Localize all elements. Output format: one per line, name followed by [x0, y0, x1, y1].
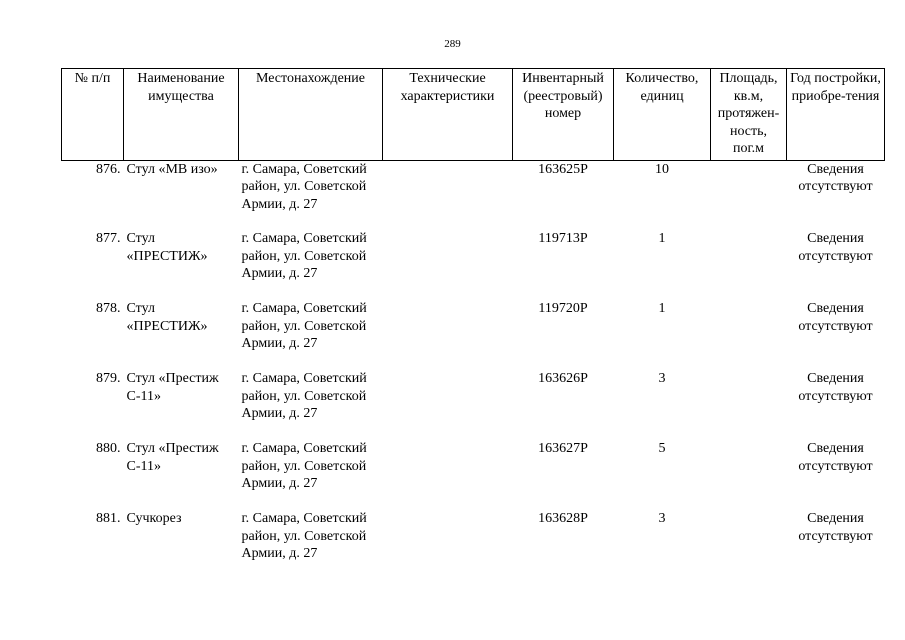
row-location: г. Самара, Советский район, ул. Советской Армии, д. 27: [241, 161, 367, 212]
table-header-row: [62, 69, 885, 161]
row-technical: [383, 440, 513, 510]
row-quantity: 5: [658, 441, 666, 456]
row-area: [711, 440, 787, 510]
row-year: Сведения отсутствуют: [798, 511, 873, 544]
row-inventory: 163628Р: [538, 511, 588, 526]
row-name: Стул «Престиж С-11»: [126, 441, 219, 474]
row-quantity: 3: [658, 511, 666, 526]
row-year: Сведения отсутствуют: [798, 441, 873, 474]
table-row: [62, 370, 885, 440]
table-row: [62, 160, 885, 230]
header-inventory: Инвентарный (реестровый) номер: [513, 69, 614, 161]
row-location: г. Самара, Советский район, ул. Советской Армии, д. 27: [241, 231, 367, 281]
row-quantity: 3: [658, 371, 666, 386]
row-year: Сведения отсутствуют: [798, 371, 873, 404]
row-technical: [383, 230, 513, 300]
row-name: Сучкорез: [126, 511, 182, 526]
header-number: № п/п: [62, 69, 124, 161]
row-location: г. Самара, Советский район, ул. Советской Армии, д. 27: [241, 301, 367, 351]
row-inventory: 163626Р: [538, 371, 588, 386]
row-location: г. Самара, Советский район, ул. Советской Армии, д. 27: [241, 441, 367, 491]
row-technical: [383, 510, 513, 582]
row-quantity: 1: [658, 301, 666, 316]
table-row: [62, 440, 885, 510]
page-number: 289: [444, 38, 461, 50]
header-location: Местонахождение: [239, 69, 383, 161]
row-inventory: 119720Р: [538, 301, 588, 316]
row-area: [711, 230, 787, 300]
row-inventory: 163625Р: [538, 161, 588, 177]
row-area: [711, 370, 787, 440]
row-technical: [383, 160, 513, 230]
row-quantity: 10: [655, 161, 669, 177]
row-number: 880.: [96, 441, 121, 456]
header-year: Год постройки, приобре-тения: [787, 69, 885, 161]
row-number: 879.: [96, 371, 121, 386]
row-area: [711, 300, 787, 370]
header-quantity: Количество, единиц: [614, 69, 711, 161]
row-name: Стул «Престиж С-11»: [126, 371, 219, 404]
row-technical: [383, 370, 513, 440]
row-location: г. Самара, Советский район, ул. Советской Армии, д. 27: [241, 371, 367, 421]
table-row: [62, 230, 885, 300]
row-name: Стул «ПРЕСТИЖ»: [126, 231, 208, 264]
row-area: [711, 160, 787, 230]
row-year: Сведения отсутствуют: [798, 161, 873, 194]
row-location: г. Самара, Советский район, ул. Советской Армии, д. 27: [241, 511, 367, 561]
row-inventory: 119713Р: [538, 231, 588, 246]
row-year: Сведения отсутствуют: [798, 301, 873, 334]
table-row: [62, 300, 885, 370]
row-number: 876.: [96, 161, 121, 177]
header-name: Наименование имущества: [124, 69, 239, 161]
property-registry-table: [61, 68, 885, 582]
row-quantity: 1: [658, 231, 666, 246]
row-technical: [383, 300, 513, 370]
row-year: Сведения отсутствуют: [798, 231, 873, 264]
row-number: 881.: [96, 511, 121, 526]
row-name: Стул «ПРЕСТИЖ»: [126, 301, 208, 334]
header-area: Площадь, кв.м, протяжен-ность, пог.м: [711, 69, 787, 161]
row-number: 877.: [96, 231, 121, 246]
header-technical: Технические характеристики: [383, 69, 513, 161]
row-inventory: 163627Р: [538, 441, 588, 456]
row-name: Стул «МВ изо»: [126, 161, 218, 177]
row-number: 878.: [96, 301, 121, 316]
table-row: [62, 510, 885, 582]
row-area: [711, 510, 787, 582]
